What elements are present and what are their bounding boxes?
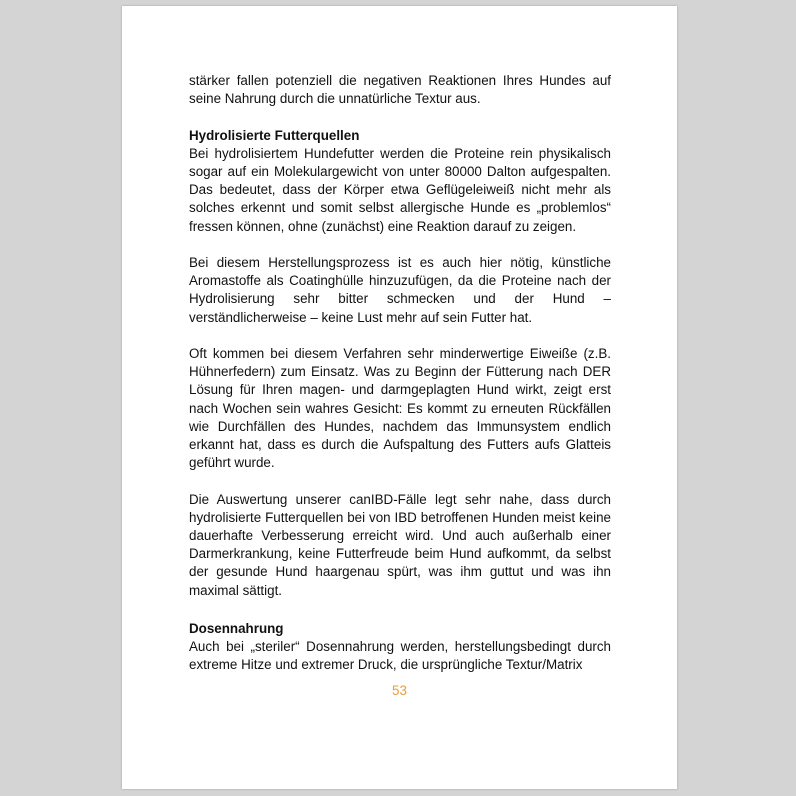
- page-number: 53: [392, 683, 407, 698]
- paragraph-hydrolisierte-1: Bei hydrolisiertem Hundefutter werden die Proteine rein physikalisch sogar auf ein Molekulargewicht von unter 80000 Dalton aufgespalten. Das bedeutet, dass der Körper etwa Geflügeleiweiß nicht mehr als solches erkennt und somit selbst allergische Hunde es „problemlos“ fressen können, ohne (zunächst) eine Reaktion darauf zu zeigen.: [189, 145, 611, 234]
- section-heading-dosennahrung: Dosennahrung: [189, 620, 284, 636]
- document-page: [122, 6, 677, 789]
- paragraph-dosennahrung-1: Auch bei „steriler“ Dosennahrung werden, herstellungsbedingt durch extreme Hitze und extremer Druck, die ursprüngliche Textur/Matrix: [189, 639, 611, 673]
- paragraph-hydrolisierte-4: Die Auswertung unserer canIBD-Fälle legt sehr nahe, dass durch hydrolisierte Futterquellen bei von IBD betroffenen Hunden meist keine dauerhafte Verbesserung erreicht wird. Und auch außerhalb einer Darmerkrankung, keine Futterfreude beim Hund aufkommt, da selbst der gesunde Hund haargenau spürt, was ihm guttut und was ihn maximal sättigt.: [189, 491, 611, 598]
- paragraph-intro: stärker fallen potenziell die negativen Reaktionen Ihres Hundes auf seine Nahrung durch die unnatürliche Textur aus.: [189, 73, 611, 107]
- page-content: [189, 72, 611, 674]
- paragraph-hydrolisierte-2: Bei diesem Herstellungsprozess ist es auch hier nötig, künstliche Aromastoffe als Coatinghülle hinzuzufügen, da die Proteine nach der Hydrolisierung sehr bitter schmecken und der Hund – verständlicherweise – keine Lust mehr auf sein Futter hat.: [189, 255, 611, 325]
- paragraph-hydrolisierte-3: Oft kommen bei diesem Verfahren sehr minderwertige Eiweiße (z.B. Hühnerfedern) zum Einsatz. Was zu Beginn der Fütterung nach DER Lösung für Ihren magen- und darmgeplagten Hund wirkt, zeigt erst nach Wochen sein wahres Gesicht: Es kommt zu erneuten Rückfällen wie Durchfällen des Hundes, nachdem das Immunsystem endlich erkannt hat, dass es durch die Aufspaltung des Futters aufs Glatteis geführt wurde.: [189, 346, 611, 471]
- section-heading-hydrolisierte: Hydrolisierte Futterquellen: [189, 127, 360, 143]
